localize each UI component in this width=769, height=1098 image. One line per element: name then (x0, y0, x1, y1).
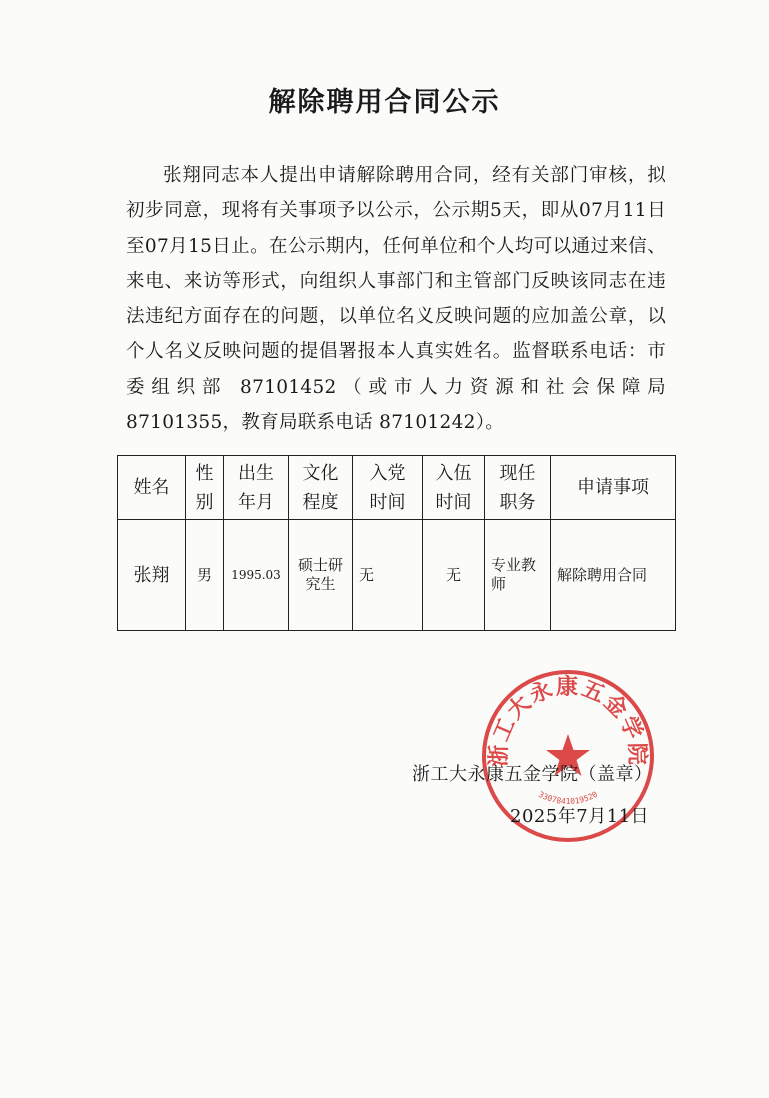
info-table (117, 455, 676, 631)
cell-request: 解除聘用合同 (551, 520, 676, 631)
cell-name: 张翔 (118, 520, 186, 631)
seal-text: 浙工大永康五金学院 (486, 674, 650, 767)
announcement-body: 张翔同志本人提出申请解除聘用合同，经有关部门审核，拟初步同意，现将有关事项予以公示，公示期5天，即从07月11日至07月15日止。在公示期内，任何单位和个人均可以通过来信、来电、来访等形式，向组织人事部门和主管部门反映该同志在违法违纪方面存在的问题，以单位名义反映问题的应加盖公章，以个人名义反映问题的提倡署报本人真实姓名。监督联系电话：市委组织部 87101452（或市人力资源和社会保障局 87101355，教育局联系电话 87101242）。 (126, 165, 666, 434)
cell-army-date: 无 (423, 520, 485, 631)
header-name: 姓名 (118, 456, 186, 520)
issuing-organization: 浙工大永康五金学院（盖章） (412, 764, 653, 785)
cell-position: 专业教 师 (485, 520, 551, 631)
header-birth: 出生 年月 (224, 456, 289, 520)
header-army-date: 入伍 时间 (423, 456, 485, 520)
document-title: 解除聘用合同公示 (268, 87, 501, 118)
cell-education: 硕士研 究生 (289, 520, 353, 631)
header-position: 现任 职务 (485, 456, 551, 520)
table-header-row (118, 456, 676, 520)
issue-date: 2025年7月11日 (510, 806, 650, 827)
seal-number: 3307841019520 (537, 789, 599, 806)
cell-gender: 男 (186, 520, 224, 631)
cell-birth: 1995.03 (224, 520, 289, 631)
header-gender: 性 别 (186, 456, 224, 520)
header-request: 申请事项 (551, 456, 676, 520)
header-party-date: 入党 时间 (353, 456, 423, 520)
cell-party-date: 无 (353, 520, 423, 631)
table-row (118, 520, 676, 631)
header-education: 文化 程度 (289, 456, 353, 520)
